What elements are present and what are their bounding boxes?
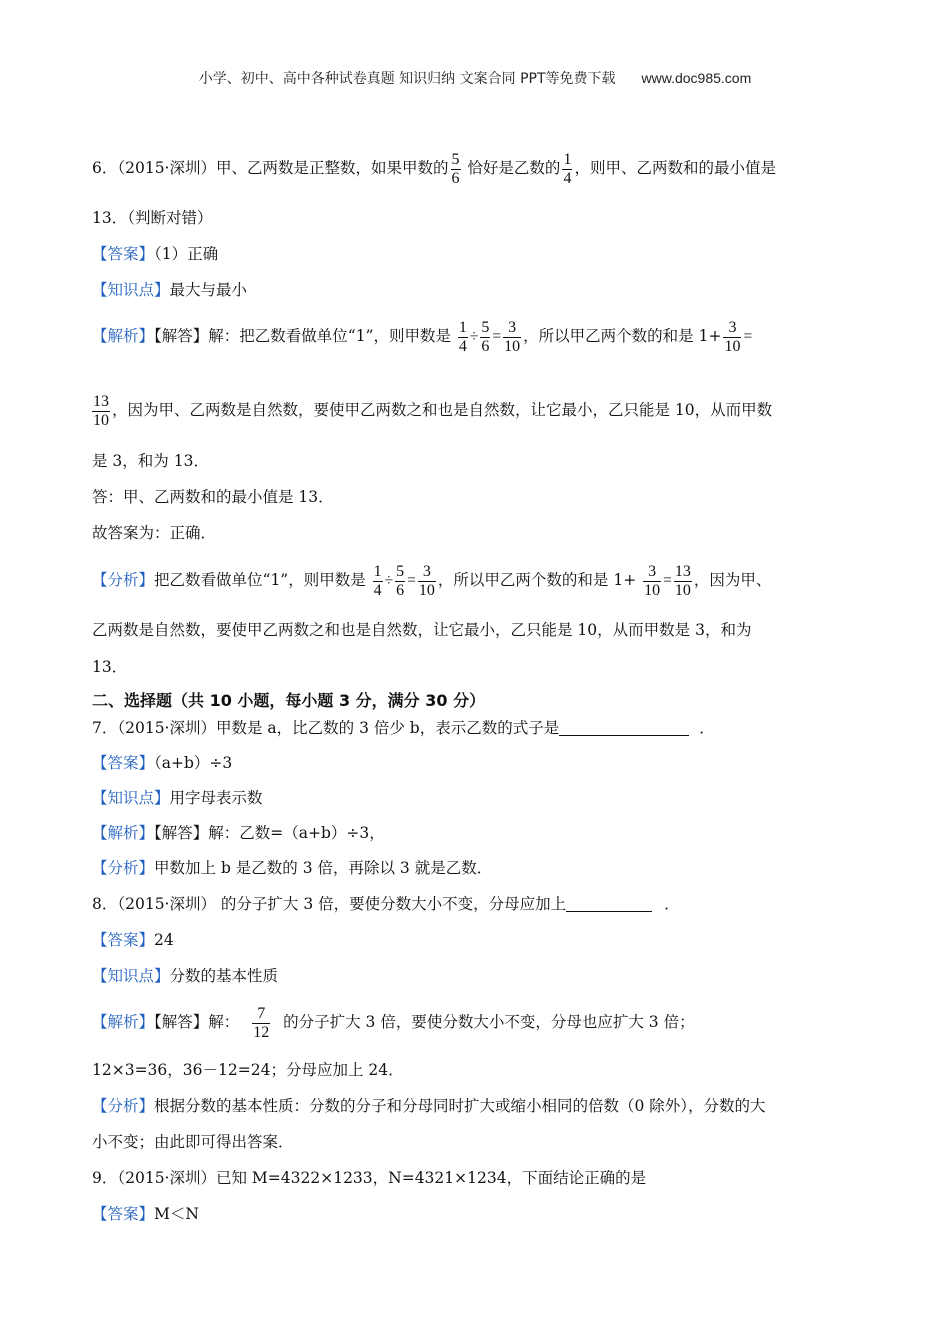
answer-tag: 【答案】	[92, 1205, 155, 1223]
q6-line1: 6．（2015·深圳）甲、乙两数是正整数，如果甲数的 $\frac{5}{6}$ 恰好是乙数的 $\frac{1}{4}$ ，则甲、乙两数和的最小值是	[92, 150, 776, 187]
answer-blank[interactable]	[566, 895, 652, 912]
fraction: $\frac{13}{10}$	[93, 392, 109, 429]
q6-fenxi-line3: 13．	[92, 658, 128, 676]
fraction: $\frac{5}{6}$	[481, 318, 490, 355]
q6-analysis-line1: 【解析】【解答】解：把乙数看做单位“1”，则甲数是 $\frac{1}{4}$ ÷ $\frac{5}{6}$ = $\frac{3}{10}$ ，所以甲乙两个数的和是 1+ $\frac{3}{10}$ =	[92, 318, 753, 355]
fraction: $\frac{13}{10}$	[674, 562, 691, 599]
q6-answer: 【答案】（1）正确	[92, 245, 219, 263]
q8-fenxi-line1: 【分析】根据分数的基本性质：分数的分子和分母同时扩大或缩小相同的倍数（0 除外），分数的大	[92, 1097, 766, 1115]
header-text: 小学、初中、高中各种试卷真题 知识归纳 文案合同 PPT等免费下载	[198, 71, 616, 87]
fenxi-tag: 【分析】	[92, 859, 155, 877]
q8-calc: 12×3=36，36－12=24；分母应加上 24．	[92, 1061, 404, 1079]
fraction: $\frac{5}{6}$	[396, 562, 405, 599]
q6-therefore: 故答案为：正确．	[92, 524, 217, 542]
analysis-tag: 【解析】	[92, 1013, 155, 1031]
q8-fenxi-line2: 小不变；由此即可得出答案．	[92, 1133, 294, 1151]
q7-question: 7．（2015·深圳）甲数是 a，比乙数的 3 倍少 b，表示乙数的式子是 ．	[92, 719, 715, 737]
q9-answer: 【答案】M＜N	[92, 1205, 199, 1223]
fraction-1-4: $\frac{1}{4}$	[563, 150, 572, 187]
q7-knowledge: 【知识点】用字母表示数	[92, 789, 263, 807]
fraction: $\frac{1}{4}$	[373, 562, 382, 599]
fraction: $\frac{3}{10}$	[724, 318, 741, 355]
q7-answer: 【答案】（a+b）÷3	[92, 754, 233, 772]
q6-fenxi-line2: 乙两数是自然数，要使甲乙两数之和也是自然数，让它最小，乙只能是 10，从而甲数是 3，和为	[92, 621, 752, 639]
knowledge-tag: 【知识点】	[92, 281, 170, 299]
answer-tag: 【答案】	[92, 245, 155, 263]
q8-knowledge: 【知识点】分数的基本性质	[92, 967, 279, 985]
q6-fenxi-line1: 【分析】把乙数看做单位“1”，则甲数是 $\frac{1}{4}$ ÷ $\frac{5}{6}$ = $\frac{3}{10}$ ，所以甲乙两个数的和是 1+ $\frac{3}{10}$ = $\frac{13}{10}$ ，因为甲、	[92, 562, 772, 599]
header-site[interactable]: www.doc985.com	[641, 70, 752, 86]
q9-question: 9．（2015·深圳）已知 M=4322×1233，N=4321×1234，下面结论正确的是	[92, 1169, 647, 1187]
fenxi-tag: 【分析】	[92, 1097, 155, 1115]
fraction: $\frac{3}{10}$	[644, 562, 661, 599]
q6-line2: 13．（判断对错）	[92, 209, 213, 227]
q6-knowledge: 【知识点】最大与最小	[92, 281, 248, 299]
answer-tag: 【答案】	[92, 754, 155, 772]
q8-analysis: 【解析】【解答】解： $\frac{7}{12}$ 的分子扩大 3 倍，要使分数大小不变，分母也应扩大 3 倍；	[92, 1004, 695, 1041]
analysis-tag: 【解析】	[92, 327, 155, 345]
answer-blank[interactable]	[559, 719, 689, 736]
knowledge-tag: 【知识点】	[92, 967, 170, 985]
q7-fenxi: 【分析】甲数加上 b 是乙数的 3 倍，再除以 3 就是乙数．	[92, 859, 493, 877]
fraction-5-6: $\frac{5}{6}$	[451, 150, 460, 187]
section-title: 二、选择题（共 10 小题，每小题 3 分，满分 30 分）	[92, 691, 486, 710]
q7-analysis: 【解析】【解答】解：乙数=（a+b）÷3，	[92, 824, 385, 842]
analysis-tag: 【解析】	[92, 824, 155, 842]
q6-analysis-line2: $\frac{13}{10}$ ，因为甲、乙两数是自然数，要使甲乙两数之和也是自然数，让它最小，乙只能是 10，从而甲数	[93, 392, 773, 429]
answer-tag: 【答案】	[92, 931, 155, 949]
q8-answer: 【答案】24	[92, 931, 174, 949]
knowledge-tag: 【知识点】	[92, 789, 170, 807]
q6-conclusion: 答：甲、乙两数和的最小值是 13．	[92, 488, 334, 506]
fraction: $\frac{3}{10}$	[504, 318, 521, 355]
fraction: $\frac{1}{4}$	[458, 318, 467, 355]
fenxi-tag: 【分析】	[92, 571, 155, 589]
q6-analysis-line3: 是 3，和为 13．	[92, 452, 209, 470]
fraction-7-12: $\frac{7}{12}$	[253, 1004, 270, 1041]
fraction: $\frac{3}{10}$	[418, 562, 435, 599]
q8-question: 8．（2015·深圳） 的分子扩大 3 倍，要使分数大小不变，分母应加上 ．	[92, 895, 680, 913]
page-header	[0, 68, 950, 88]
